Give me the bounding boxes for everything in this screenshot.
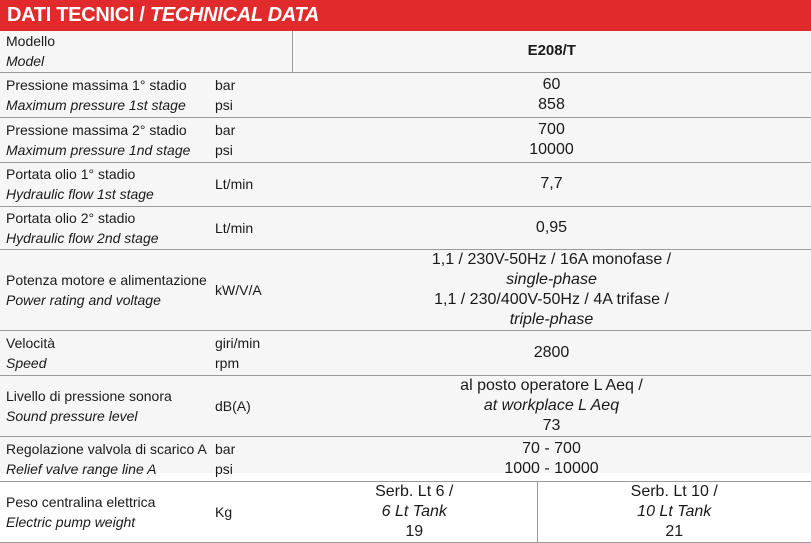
tank-6-weight: 19: [292, 522, 537, 542]
speed-label-it: Velocità: [6, 333, 212, 353]
power-label-cell: [0, 249, 212, 330]
speed-unit-rpm: rpm: [215, 353, 292, 373]
pressure-1-values: [292, 72, 811, 117]
table-row-pressure-2: [0, 117, 811, 162]
sound-label-it: Livello di pressione sonora: [6, 386, 212, 406]
sound-label-en: Sound pressure level: [6, 406, 212, 426]
sound-caption-it: al posto operatore L Aeq /: [292, 376, 811, 396]
speed-label-en: Speed: [6, 353, 212, 373]
power-values: [292, 249, 811, 330]
table-row-speed: [0, 330, 811, 375]
tank-10-weight: 21: [538, 522, 811, 542]
tank-10-caption-it: Serb. Lt 10 /: [538, 482, 811, 502]
pressure-2-unit-bar: bar: [215, 120, 292, 140]
table-row-flow-1: [0, 162, 811, 206]
sound-value-caption: [292, 376, 811, 416]
model-label-it: Modello: [6, 31, 292, 51]
power-unit: kW/V/A: [212, 249, 292, 330]
relief-label-en: Relief valve range line A: [6, 459, 212, 479]
flow-2-value: 0,95: [292, 206, 811, 249]
relief-value-psi: 1000 - 10000: [292, 459, 811, 479]
power-label-en: Power rating and voltage: [6, 290, 212, 310]
flow-2-label-cell: [0, 206, 212, 249]
pressure-2-unit-psi: psi: [215, 140, 292, 160]
model-value: E208/T: [292, 31, 811, 72]
technical-data-sheet: [0, 31, 811, 473]
flow-2-label-en: Hydraulic flow 2nd stage: [6, 228, 212, 248]
flow-1-value: 7,7: [292, 162, 811, 206]
flow-1-unit: Lt/min: [212, 162, 292, 206]
weight-tank-6: [292, 481, 537, 542]
pressure-2-values: [292, 117, 811, 162]
pressure-1-value-psi: 858: [292, 95, 811, 115]
pressure-2-label-cell: [0, 117, 212, 162]
weight-label-en: Electric pump weight: [6, 512, 212, 532]
flow-1-label-it: Portata olio 1° stadio: [6, 164, 212, 184]
table-row-flow-2: [0, 206, 811, 249]
relief-units: [212, 436, 292, 481]
table-row-model: [0, 31, 811, 72]
speed-label-cell: [0, 330, 212, 375]
speed-unit-rpm-it: giri/min: [215, 333, 292, 353]
tank-6-caption: [292, 482, 537, 522]
technical-data-table: [0, 31, 811, 543]
tank-6-caption-en: 6 Lt Tank: [292, 502, 537, 522]
sound-caption-en: at workplace L Aeq: [292, 396, 811, 416]
table-row-relief-valve: [0, 436, 811, 481]
section-title: [7, 4, 319, 27]
pressure-1-label-it: Pressione massima 1° stadio: [6, 75, 212, 95]
weight-label-it: Peso centralina elettrica: [6, 492, 212, 512]
tank-10-caption: [538, 482, 811, 522]
speed-units: [212, 330, 292, 375]
tank-6-caption-it: Serb. Lt 6 /: [292, 482, 537, 502]
pressure-1-label-cell: [0, 72, 212, 117]
sound-values: [292, 375, 811, 436]
model-label-en: Model: [6, 51, 292, 71]
model-label-cell: [0, 31, 292, 72]
power-single-phase-it: 1,1 / 230V-50Hz / 16A monofase /: [292, 250, 811, 270]
pressure-2-label-it: Pressione massima 2° stadio: [6, 120, 212, 140]
pressure-1-value-bar: 60: [292, 75, 811, 95]
sound-label-cell: [0, 375, 212, 436]
power-triple-phase-en: triple-phase: [292, 310, 811, 330]
table-row-pressure-1: [0, 72, 811, 117]
pressure-1-units: [212, 72, 292, 117]
pressure-2-value-psi: 10000: [292, 140, 811, 160]
relief-values: [292, 436, 811, 481]
pressure-1-unit-bar: bar: [215, 75, 292, 95]
power-triple-phase-it: 1,1 / 230/400V-50Hz / 4A trifase /: [292, 290, 811, 310]
power-label-it: Potenza motore e alimentazione: [6, 270, 212, 290]
table-row-sound: [0, 375, 811, 436]
weight-unit: Kg: [212, 481, 292, 542]
relief-value-bar: 70 - 700: [292, 439, 811, 459]
sound-value: 73: [292, 416, 811, 436]
pressure-2-units: [212, 117, 292, 162]
tank-10-caption-en: 10 Lt Tank: [538, 502, 811, 522]
sound-unit: dB(A): [212, 375, 292, 436]
weight-label-cell: [0, 481, 212, 542]
relief-label-it: Regolazione valvola di scarico A: [6, 439, 212, 459]
relief-unit-psi: psi: [215, 459, 292, 479]
flow-2-unit: Lt/min: [212, 206, 292, 249]
power-single-phase-en: single-phase: [292, 270, 811, 290]
flow-2-label-it: Portata olio 2° stadio: [6, 208, 212, 228]
table-row-weight: [0, 481, 811, 542]
speed-value: 2800: [292, 330, 811, 375]
pressure-2-label-en: Maximum pressure 1nd stage: [6, 140, 212, 160]
relief-unit-bar: bar: [215, 439, 292, 459]
flow-1-label-en: Hydraulic flow 1st stage: [6, 184, 212, 204]
power-value-triple-phase: [292, 290, 811, 330]
section-header: [0, 0, 811, 31]
title-italian: DATI TECNICI /: [7, 4, 150, 26]
weight-tank-10: [537, 481, 811, 542]
power-value-single-phase: [292, 250, 811, 290]
table-row-power: [0, 249, 811, 330]
pressure-1-label-en: Maximum pressure 1st stage: [6, 95, 212, 115]
flow-1-label-cell: [0, 162, 212, 206]
relief-label-cell: [0, 436, 212, 481]
title-english: TECHNICAL DATA: [150, 4, 319, 26]
pressure-2-value-bar: 700: [292, 120, 811, 140]
pressure-1-unit-psi: psi: [215, 95, 292, 115]
